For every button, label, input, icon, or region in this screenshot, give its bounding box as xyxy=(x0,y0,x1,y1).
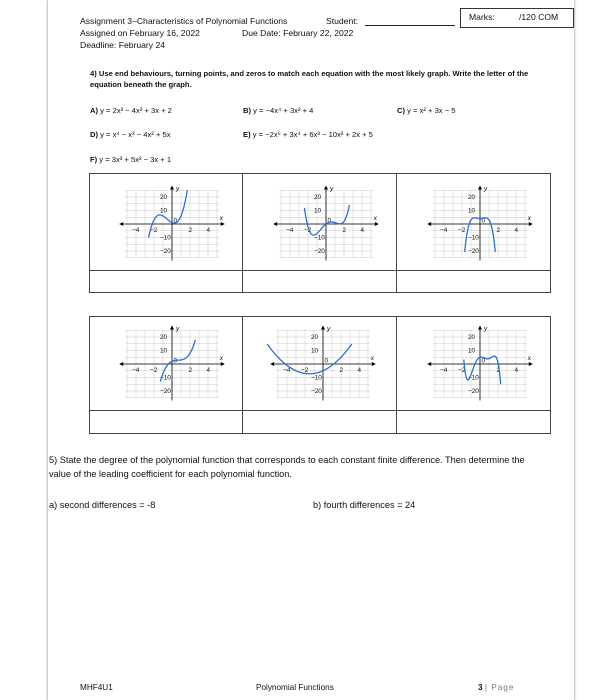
y-axis-arrow xyxy=(324,186,328,190)
eq-letter: E) xyxy=(243,130,251,139)
answer-cell-2[interactable] xyxy=(245,272,393,289)
y-tick-label: −20 xyxy=(160,388,171,395)
graph-2 xyxy=(266,178,386,268)
x-tick-label: 2 xyxy=(188,227,193,234)
answer-cell-5[interactable] xyxy=(245,412,393,430)
x-axis-arrow-right xyxy=(529,222,533,226)
origin-label: 0 xyxy=(173,217,178,225)
y-tick-label: 20 xyxy=(468,334,476,341)
x-tick-label: −2 xyxy=(301,367,309,374)
eq-letter: C) xyxy=(397,106,406,115)
origin-label: 0 xyxy=(327,217,332,225)
due-date: Due Date: February 22, 2022 xyxy=(242,28,354,38)
origin-label: 0 xyxy=(481,357,486,365)
x-tick-label: −4 xyxy=(283,367,291,374)
y-tick-label: 10 xyxy=(468,347,476,355)
y-tick-label: 20 xyxy=(468,194,476,201)
eq-letter: F) xyxy=(90,155,98,164)
y-tick-label: 10 xyxy=(160,347,168,355)
x-axis-label: x xyxy=(527,215,532,222)
marks-label: Marks: xyxy=(469,12,495,22)
y-axis-label: y xyxy=(484,325,488,333)
y-tick-label: −20 xyxy=(160,248,171,255)
student-name-line[interactable] xyxy=(365,25,455,26)
x-tick-label: 4 xyxy=(514,227,519,234)
x-axis-arrow-right xyxy=(372,362,376,366)
y-axis-arrow xyxy=(170,326,174,330)
answer-cell-6[interactable] xyxy=(399,412,547,430)
x-axis-arrow-left xyxy=(273,222,277,226)
y-tick-label: −10 xyxy=(160,234,171,242)
y-axis-arrow xyxy=(478,186,482,190)
y-axis-label: y xyxy=(176,325,180,333)
x-tick-label: −4 xyxy=(440,227,448,234)
x-axis-arrow-left xyxy=(427,222,431,226)
equation-e: y = −2x⁵ + 3x⁴ + 6x³ − 10x² + 2x + 5 xyxy=(252,130,373,139)
x-tick-label: 4 xyxy=(514,367,519,374)
y-axis-arrow xyxy=(478,326,482,330)
x-tick-label: −4 xyxy=(132,227,140,234)
footer-course: MHF4U1 xyxy=(80,683,113,692)
graph-6 xyxy=(420,318,540,408)
y-tick-label: 10 xyxy=(314,207,322,215)
graph-3 xyxy=(420,178,540,268)
equation-a: y = 2x³ − 4x² + 3x + 2 xyxy=(100,106,172,115)
y-tick-label: −10 xyxy=(311,374,322,382)
q5-part-a: a) second differences = -8 xyxy=(49,500,156,510)
y-axis-label: y xyxy=(330,185,334,193)
x-axis-arrow-right xyxy=(221,362,225,366)
x-tick-label: 4 xyxy=(360,227,365,234)
equation-d: y = x⁴ − x³ − 4x² + 5x xyxy=(100,130,171,139)
answer-cell-4[interactable] xyxy=(92,412,240,430)
q5-prompt: 5) State the degree of the polynomial function that corresponds to each constant finite difference. Then determine the value of the leading coefficient for each polynomial function. xyxy=(49,455,525,479)
answer-cell-3[interactable] xyxy=(399,272,547,289)
x-tick-label: 2 xyxy=(188,367,193,374)
y-tick-label: −10 xyxy=(160,374,171,382)
origin-label: 0 xyxy=(481,217,486,225)
x-axis-arrow-right xyxy=(375,222,379,226)
x-tick-label: −4 xyxy=(132,367,140,374)
x-tick-label: 4 xyxy=(357,367,362,374)
y-axis-label: y xyxy=(176,185,180,193)
eq-letter: B) xyxy=(243,106,252,115)
y-axis-label: y xyxy=(484,185,488,193)
x-tick-label: −4 xyxy=(440,367,448,374)
x-tick-label: −4 xyxy=(286,227,294,234)
origin-label: 0 xyxy=(173,357,178,365)
student-label: Student: xyxy=(326,16,359,26)
y-tick-label: −20 xyxy=(314,248,325,255)
q5-part-b: b) fourth differences = 24 xyxy=(313,500,416,510)
equation-f: y = 3x³ + 5x² − 3x + 1 xyxy=(99,155,172,164)
y-tick-label: 10 xyxy=(311,347,319,355)
x-axis-arrow-right xyxy=(529,362,533,366)
x-axis-arrow-left xyxy=(119,222,123,226)
equation-b: y = −4x⁴ + 3x² + 4 xyxy=(253,106,314,115)
y-tick-label: −10 xyxy=(468,234,479,242)
y-tick-label: −20 xyxy=(468,248,479,255)
y-tick-label: −10 xyxy=(314,234,325,242)
x-tick-label: 2 xyxy=(342,227,347,234)
q4-prompt: 4) Use end behaviours, turning points, and zeros to match each equation with the most likely graph. Write the letter of the equation beneath the graph. xyxy=(90,69,529,89)
assignment-title: Assignment 3–Characteristics of Polynomial Functions xyxy=(80,16,288,26)
x-tick-label: −2 xyxy=(150,367,158,374)
answer-cell-1[interactable] xyxy=(92,272,240,289)
x-axis-label: x xyxy=(527,355,532,362)
x-tick-label: −2 xyxy=(458,227,466,234)
x-tick-label: 2 xyxy=(339,367,344,374)
y-axis-arrow xyxy=(170,186,174,190)
y-tick-label: 20 xyxy=(311,334,319,341)
x-tick-label: 4 xyxy=(206,367,211,374)
x-axis-arrow-left xyxy=(270,362,274,366)
x-tick-label: 4 xyxy=(206,227,211,234)
y-axis-arrow xyxy=(321,326,325,330)
x-tick-label: −2 xyxy=(458,367,466,374)
page-number: 3 xyxy=(478,683,483,692)
deadline: Deadline: February 24 xyxy=(80,40,166,50)
equation-c: y = x² + 3x − 5 xyxy=(407,106,456,115)
y-tick-label: −10 xyxy=(468,374,479,382)
graph-4 xyxy=(112,318,232,408)
graph-5 xyxy=(258,318,388,408)
x-tick-label: −2 xyxy=(150,227,158,234)
y-tick-label: 20 xyxy=(314,194,322,201)
x-axis-label: x xyxy=(219,355,224,362)
graph-1 xyxy=(112,178,232,268)
x-tick-label: 2 xyxy=(496,227,501,234)
x-axis-label: x xyxy=(373,215,378,222)
eq-letter: D) xyxy=(90,130,99,139)
origin-label: 0 xyxy=(324,357,329,365)
x-axis-arrow-left xyxy=(427,362,431,366)
y-tick-label: 20 xyxy=(160,194,168,201)
x-tick-label: 2 xyxy=(496,367,501,374)
x-axis-arrow-right xyxy=(221,222,225,226)
x-tick-label: −2 xyxy=(304,227,312,234)
y-tick-label: −20 xyxy=(468,388,479,395)
assigned-date: Assigned on February 16, 2022 xyxy=(80,28,200,38)
eq-letter: A) xyxy=(90,106,99,115)
x-axis-label: x xyxy=(219,215,224,222)
x-axis-label: x xyxy=(370,355,375,362)
marks-total: /120 COM xyxy=(519,12,559,22)
y-tick-label: 10 xyxy=(468,207,476,215)
footer-title: Polynomial Functions xyxy=(256,683,334,692)
y-axis-label: y xyxy=(327,325,331,333)
y-tick-label: 20 xyxy=(160,334,168,341)
x-axis-arrow-left xyxy=(119,362,123,366)
page-word: | Page xyxy=(484,683,515,692)
y-tick-label: −20 xyxy=(311,388,322,395)
y-tick-label: 10 xyxy=(160,207,168,215)
